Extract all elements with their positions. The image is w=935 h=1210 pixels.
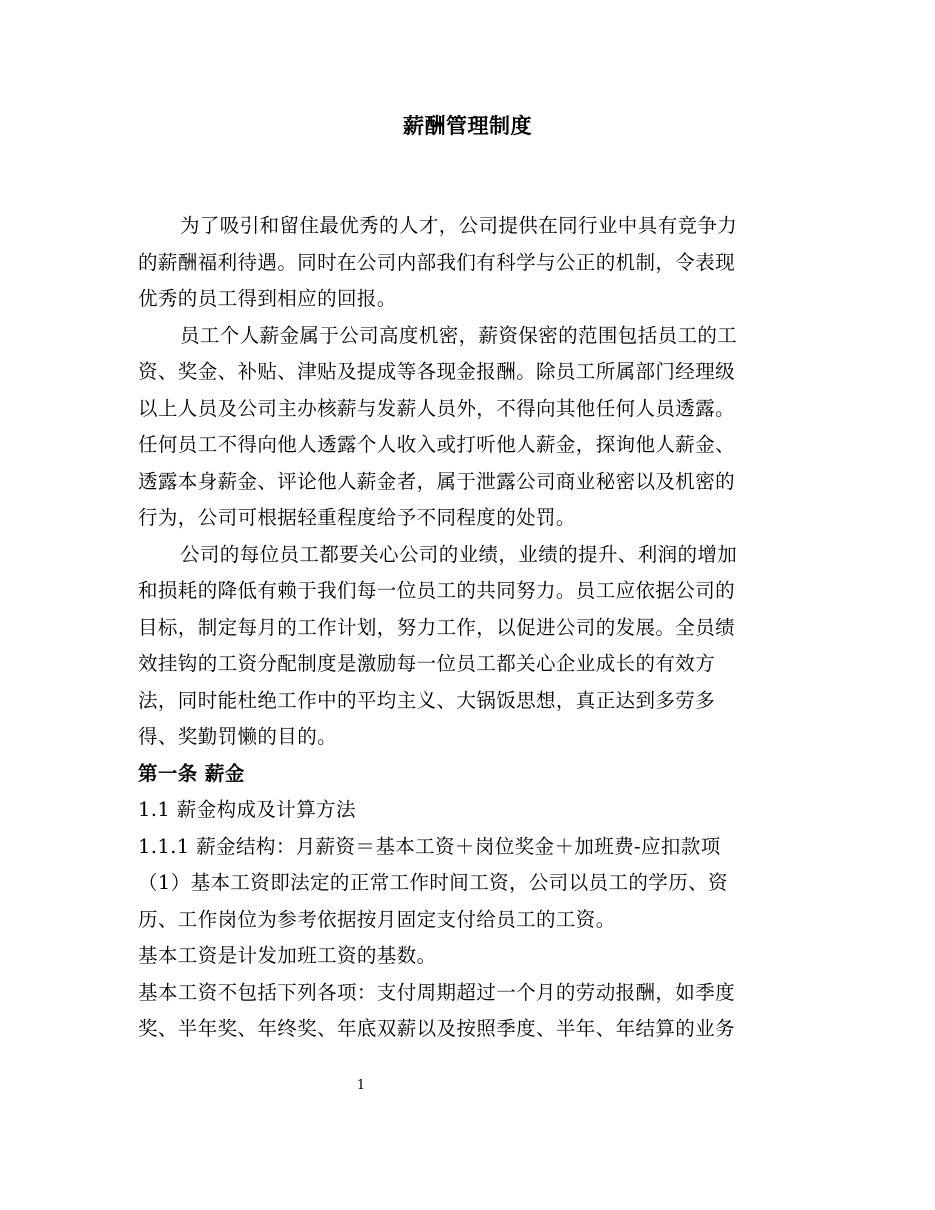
paragraph-1-line-2: 的薪酬福利待遇。同时在公司内部我们有科学与公正的机制，令表现 <box>138 250 736 274</box>
paragraph-2-line-1: 员工个人薪金属于公司高度机密，薪资保密的范围包括员工的工 <box>180 323 738 347</box>
basic-salary-base-line: 基本工资是计发加班工资的基数。 <box>138 944 437 967</box>
paragraph-3-line-5: 法，同时能杜绝工作中的平均主义、大锅饭思想，真正达到多劳多 <box>138 688 716 712</box>
paragraph-3-line-4: 效挂钩的工资分配制度是激励每一位员工都关心企业成长的有效方 <box>138 652 716 675</box>
basic-salary-exclusions-line-1: 基本工资不包括下列各项：支付周期超过一个月的劳动报酬，如季度 <box>138 980 736 1004</box>
paragraph-2-line-5: 透露本身薪金、评论他人薪金者，属于泄露公司商业秘密以及机密的 <box>138 469 736 493</box>
basic-salary-exclusions-line-2: 奖、半年奖、年终奖、年底双薪以及按照季度、半年、年结算的业务 <box>138 1017 736 1040</box>
basic-salary-line-1: （1）基本工资即法定的正常工作时间工资，公司以员工的学历、资 <box>138 871 728 894</box>
paragraph-2-line-3: 以上人员及公司主办核薪与发薪人员外，不得向其他任何人员透露。 <box>138 396 736 420</box>
section-heading: 第一条 薪金 <box>138 761 245 785</box>
document-title: 薪酬管理制度 <box>403 113 532 138</box>
paragraph-3-line-2: 和损耗的降低有赖于我们每一位员工的共同努力。员工应依据公司的 <box>138 579 736 602</box>
page-number: 1 <box>356 1078 366 1093</box>
paragraph-2-line-6: 行为，公司可根据轻重程度给予不同程度的处罚。 <box>138 506 576 529</box>
paragraph-3-line-1: 公司的每位员工都要关心公司的业绩，业绩的提升、利润的增加 <box>180 542 738 566</box>
subsection-heading: 1.1 薪金构成及计算方法 <box>138 798 356 821</box>
paragraph-3-line-6: 得、奖勤罚懒的目的。 <box>138 725 338 748</box>
paragraph-2-line-2: 资、奖金、补贴、津贴及提成等各现金报酬。除员工所属部门经理级 <box>138 360 736 383</box>
paragraph-3-line-3: 目标，制定每月的工作计划，努力工作，以促进公司的发展。全员绩 <box>138 615 736 639</box>
paragraph-1-line-3: 优秀的员工得到相应的回报。 <box>138 287 397 310</box>
paragraph-1-line-1: 为了吸引和留住最优秀的人才，公司提供在同行业中具有竞争力 <box>180 214 738 237</box>
paragraph-2-line-4: 任何员工不得向他人透露个人收入或打听他人薪金，探询他人薪金、 <box>138 433 736 456</box>
document-body <box>138 208 784 1048</box>
basic-salary-line-2: 历、工作岗位为参考依据按月固定支付给员工的工资。 <box>138 907 616 931</box>
salary-structure-line: 1.1.1 薪金结构：月薪资＝基本工资＋岗位奖金＋加班费-应扣款项 <box>138 834 721 858</box>
